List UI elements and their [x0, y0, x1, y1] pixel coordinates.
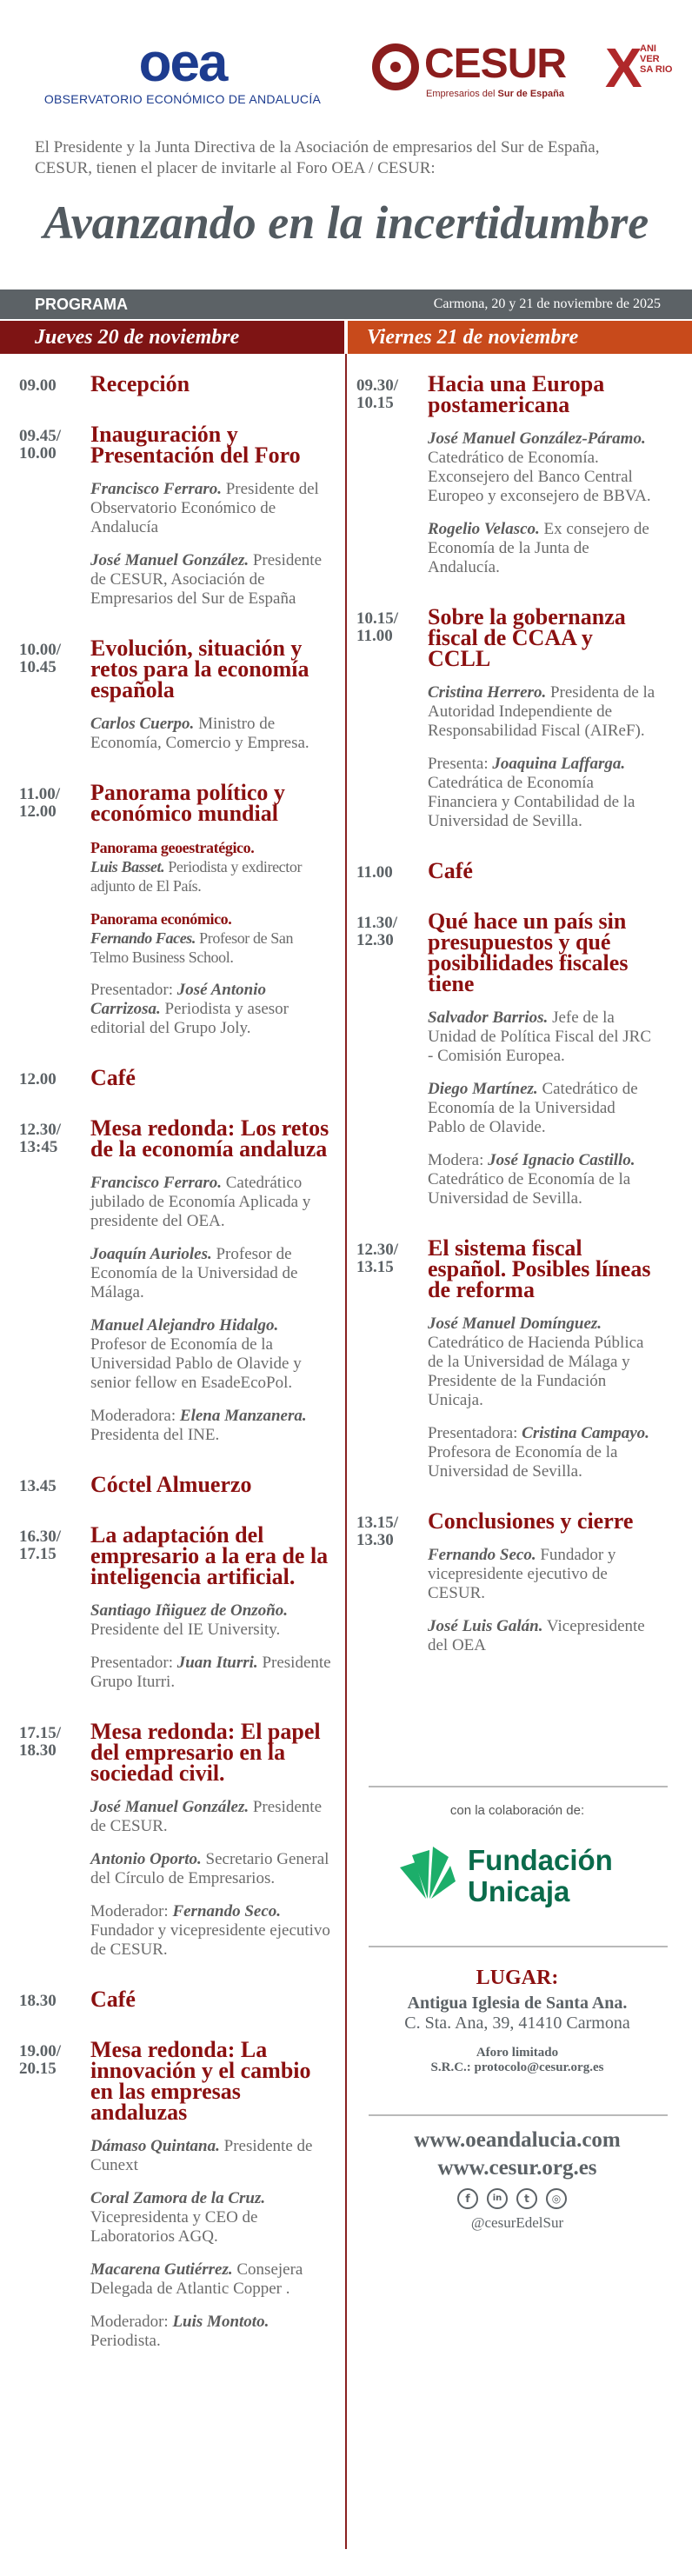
speaker-description: Fundador y vicepresidente ejecutivo de CESUR.: [90, 1921, 330, 1959]
speaker-entry: [428, 755, 656, 831]
social-handle[interactable]: @cesurEdelSur: [470, 2214, 564, 2231]
speaker-description: Presidente del Observatorio Económico de Andalucía: [90, 480, 319, 536]
speaker-description: Presidenta de la Autoridad Independiente de Responsabilidad Fiscal (AIReF).: [428, 683, 655, 740]
speaker-entry: [428, 683, 656, 741]
schedule-item: [356, 911, 656, 1208]
speaker-entry: [90, 1316, 332, 1393]
speaker-role-label: Moderador:: [90, 2313, 173, 2331]
session-title: Inauguración y Presentación del Foro: [90, 422, 301, 468]
schedule-item: [19, 1721, 332, 1960]
speaker-name: Cristina Campayo.: [522, 1424, 649, 1442]
session-body: [90, 1721, 332, 1960]
speaker-name: Luis Basset.: [90, 858, 165, 875]
speaker-name: José Manuel González.: [90, 1798, 250, 1816]
session-body: [90, 1115, 332, 1445]
speaker-description: Presidente de CESUR, Asociación de Empresarios del Sur de España: [90, 551, 323, 608]
speaker-name: Joaquina Laffarga.: [492, 755, 626, 773]
oea-logo-text: oea: [138, 33, 227, 93]
session-title: Mesa redonda: La innovación y el cambio en las empresas andaluzas: [90, 2037, 311, 2125]
speaker-entry: [90, 2137, 332, 2175]
session-title: Qué hace un país sin presupuestos y qué posibilidades fiscales tiene: [428, 909, 629, 996]
collab-label: con la colaboración de:: [449, 1803, 585, 1818]
session-time: 09.30/ 10.15: [356, 376, 399, 412]
speaker-description: Consejera Delegada de Atlantic Copper .: [90, 2260, 303, 2298]
session-time: 13.15/ 13.30: [356, 1514, 399, 1549]
session-body: [90, 1474, 332, 1495]
session-title: Evolución, situación y retos para la economía española: [90, 636, 309, 702]
speaker-entry: [90, 1654, 332, 1692]
oea-logo: [35, 33, 330, 106]
speaker-description: Secretario General del Círculo de Empresarios.: [90, 1850, 329, 1887]
session-title: El sistema fiscal español. Posibles líneas de reforma: [428, 1235, 651, 1302]
speaker-name: Cristina Herrero.: [428, 683, 547, 702]
oea-logo-subtitle: OBSERVATORIO ECONÓMICO DE ANDALUCÍA: [43, 92, 322, 106]
speaker-name: Juan Iturri.: [176, 1654, 258, 1672]
speaker-name: José Manuel Domínguez.: [428, 1315, 602, 1333]
schedule-item: [19, 638, 332, 753]
speaker-entry: [428, 1315, 656, 1410]
header: [0, 0, 692, 122]
cesur-logo: [372, 38, 598, 108]
speaker-name: José Antonio Carrizosa.: [90, 981, 266, 1018]
schedule-item: [19, 782, 332, 1038]
speaker-entry: [90, 551, 332, 609]
speaker-name: Rogelio Velasco.: [428, 520, 540, 538]
session-title: Mesa redonda: Los retos de la economía andaluza: [90, 1115, 329, 1162]
session-title: Café: [90, 1065, 136, 1090]
session-title: La adaptación del empresario a la era de la inteligencia artificial.: [90, 1522, 329, 1589]
aniversario-text: ANI VER SA RIO: [640, 43, 673, 75]
session-body: [90, 1065, 332, 1090]
speaker-description: Catedrático de Economía de la Universidad Pablo de Olavide.: [428, 1080, 638, 1136]
fundacion-name: [468, 1845, 613, 1907]
speaker-role-label: Moderador:: [90, 1902, 173, 1920]
speaker-role-label: Presenta:: [428, 755, 493, 773]
session-time: 11.00: [356, 863, 393, 882]
speaker-entry: [90, 715, 332, 753]
speaker-name: Elena Manzanera.: [179, 1407, 307, 1425]
session-body: [90, 2037, 332, 2351]
speaker-name: Fernando Seco.: [172, 1902, 282, 1920]
session-title: Panorama político y económico mundial: [90, 780, 285, 826]
speaker-entry: [428, 1080, 656, 1137]
speaker-description: Catedrático de Economía. Exconsejero del Banco Central Europeo y exconsejero de BBVA.: [428, 449, 651, 505]
website-oea-link[interactable]: www.oeandalucia.com: [414, 2128, 621, 2152]
programa-label: PROGRAMA: [35, 296, 128, 313]
session-title: Hacia una Europa postamericana: [428, 371, 605, 417]
schedule-item: [356, 1508, 656, 1655]
day2-header: [348, 321, 692, 354]
session-title: Café: [428, 858, 473, 883]
speaker-entry: [428, 1424, 656, 1481]
schedule-item: [19, 1065, 332, 1090]
session-time: 16.30/ 17.15: [19, 1528, 62, 1563]
divider-bottom: [369, 2114, 668, 2116]
session-time: 17.15/ 18.30: [19, 1724, 62, 1760]
speaker-entry: [90, 1601, 332, 1640]
session-body: [90, 638, 332, 753]
day1-label: Jueves 20 de noviembre: [35, 326, 240, 349]
schedule-item: [19, 371, 332, 396]
speaker-name: Macarena Gutiérrez.: [90, 2260, 233, 2279]
place-date: Carmona, 20 y 21 de noviembre de 2025: [433, 296, 661, 311]
schedule-item: [356, 1235, 656, 1481]
aniversario-logo: [605, 37, 683, 106]
speaker-description: Catedrático jubilado de Economía Aplicada y presidente del OEA.: [90, 1174, 311, 1230]
speaker-name: Manuel Alejandro Hidalgo.: [90, 1316, 279, 1335]
session-time: 10.00/ 10.45: [19, 641, 62, 676]
speaker-description: Profesor de San Telmo Business School.: [90, 929, 294, 966]
speaker-role-label: Presentadora:: [428, 1424, 522, 1442]
speaker-name: Carlos Cuerpo.: [90, 715, 195, 733]
venue-capacity: Aforo limitado: [476, 2046, 559, 2060]
speaker-name: Salvador Barrios.: [428, 1008, 549, 1027]
session-body: [90, 782, 332, 1038]
speaker-role-label: Moderadora:: [90, 1407, 180, 1425]
speaker-description: Catedrática de Economía Financiera y Contabilidad de la Universidad de Sevilla.: [428, 774, 635, 830]
speaker-description: Jefe de la Unidad de Política Fiscal del JRC - Comisión Europea.: [428, 1008, 652, 1065]
speaker-role-label: Presentador:: [90, 981, 177, 999]
session-title: Café: [90, 1987, 136, 2012]
schedule-item: [19, 1115, 332, 1445]
session-body: [90, 1989, 332, 2010]
speaker-entry: [90, 909, 332, 967]
speaker-entry: [90, 1407, 332, 1445]
session-time: 12.30/ 13.15: [356, 1241, 399, 1276]
venue-block: [356, 1967, 678, 2075]
venue-heading: LUGAR:: [476, 1967, 559, 1989]
speaker-description: Vicepresidenta y CEO de Laboratorios AGQ.: [90, 2208, 258, 2246]
intro-text: El Presidente y la Junta Directiva de la Asociación de empresarios del Sur de España, CESUR, tienen el placer de invitarle al Foro OEA / CESUR:: [35, 138, 600, 177]
session-body: [428, 604, 656, 831]
cesur-sub-part1: Empresarios del: [426, 89, 498, 99]
column-divider: [345, 354, 347, 2549]
day2-label: Viernes 21 de noviembre: [367, 326, 579, 349]
speaker-name: José Luis Galán.: [428, 1617, 543, 1635]
websites: [356, 2127, 678, 2182]
speaker-description: Presidente Grupo Iturri.: [90, 1654, 331, 1691]
linkedin-icon[interactable]: in: [487, 2188, 508, 2209]
schedule-item: [356, 858, 656, 883]
speaker-entry: [90, 838, 332, 895]
session-time: 09.45/ 10.00: [19, 427, 62, 463]
day2-schedule: [356, 371, 656, 1685]
fundacion-unicaja-logo: [395, 1838, 655, 1907]
session-time: 18.30: [19, 1992, 57, 2010]
cesur-logo-text: CESUR: [424, 41, 567, 87]
speaker-name: Luis Montoto.: [172, 2313, 269, 2331]
speaker-description: Presidenta del INE.: [90, 1426, 220, 1444]
session-body: [90, 424, 332, 609]
speaker-name: Fernando Faces.: [90, 929, 196, 947]
session-body: [428, 911, 656, 1208]
speaker-entry: [90, 1798, 332, 1836]
speaker-entry: [428, 1617, 656, 1655]
speaker-entry: [428, 520, 656, 577]
session-body: [428, 858, 656, 883]
divider-top: [369, 1786, 668, 1787]
website-cesur-link[interactable]: www.cesur.org.es: [437, 2156, 597, 2180]
session-body: [90, 1522, 332, 1692]
session-body: [90, 371, 332, 396]
session-time: 12.00: [19, 1070, 57, 1088]
speaker-description: Catedrático de Hacienda Pública de la Universidad de Málaga y Presidente de la Fundación Unicaja.: [428, 1334, 644, 1409]
speaker-description: Ministro de Economía, Comercio y Empresa.: [90, 715, 309, 752]
speaker-role-label: Presentador:: [90, 1654, 177, 1672]
facebook-icon[interactable]: f: [457, 2188, 478, 2209]
venue-name: Antigua Iglesia de Santa Ana.: [407, 1994, 628, 2013]
speaker-entry: [90, 480, 332, 537]
speaker-entry: [428, 1546, 656, 1603]
speaker-description: Profesor de Economía de la Universidad Pablo de Olavide y senior fellow en EsadeEcoPol.: [90, 1335, 302, 1392]
speaker-description: Periodista y exdirector adjunto de El País.: [90, 858, 303, 895]
day1-header: [0, 321, 344, 354]
schedule-item: [356, 371, 656, 577]
speaker-entry: [90, 2189, 332, 2247]
speaker-description: Periodista.: [90, 2332, 161, 2350]
schedule-item: [19, 1474, 332, 1495]
venue-address: C. Sta. Ana, 39, 41410 Carmona: [404, 2014, 630, 2033]
session-body: [428, 371, 656, 577]
schedule-item: [19, 1989, 332, 2010]
speaker-description: Periodista y asesor editorial del Grupo Joly.: [90, 1000, 289, 1037]
session-time: 12.30/ 13:45: [19, 1121, 62, 1156]
cesur-sub-part2: Sur de España: [497, 89, 564, 99]
speaker-name: Fernando Seco.: [428, 1546, 536, 1564]
speaker-description: Presidente de Cunext: [90, 2137, 313, 2174]
venue-rsvp: S.R.C.: protocolo@cesur.org.es: [430, 2060, 604, 2074]
speaker-name: Coral Zamora de la Cruz.: [90, 2189, 266, 2207]
speaker-role-label: Modera:: [428, 1151, 489, 1169]
session-title: Conclusiones y cierre: [428, 1508, 634, 1534]
speaker-name: Dámaso Quintana.: [90, 2137, 220, 2155]
speaker-entry: [428, 429, 656, 506]
speaker-name: Antonio Oporto.: [90, 1850, 202, 1868]
divider-middle: [369, 1946, 668, 1947]
panel-heading: Panorama económico.: [90, 910, 232, 928]
speaker-description: Presidente del IE University.: [90, 1621, 281, 1639]
speaker-description: Ex consejero de Economía de la Junta de Andalucía.: [428, 520, 649, 576]
panel-heading: Panorama geoestratégico.: [90, 839, 255, 856]
session-time: 19.00/ 20.15: [19, 2042, 62, 2078]
session-body: [428, 1508, 656, 1655]
fundacion-line1: Fundación: [468, 1844, 613, 1876]
speaker-entry: [90, 1850, 332, 1888]
speaker-entry: [90, 1902, 332, 1960]
speaker-entry: [90, 1245, 332, 1302]
speaker-name: Francisco Ferraro.: [90, 480, 222, 498]
session-title: Cóctel Almuerzo: [90, 1472, 252, 1497]
speaker-description: Fundador y vicepresidente ejecutivo de CESUR.: [428, 1546, 616, 1602]
speaker-description: Presidente de CESUR.: [90, 1798, 323, 1835]
speaker-description: Catedrático de Economía de la Universidad de Sevilla.: [428, 1170, 631, 1208]
speaker-description: Profesor de Economía de la Universidad de Málaga.: [90, 1245, 298, 1301]
event-title: Avanzando en la incertidumbre: [43, 196, 649, 249]
cesur-ring-icon: [372, 43, 419, 90]
fundacion-line2: Unicaja: [468, 1875, 570, 1907]
aniversario-x-mark: X: [605, 37, 642, 99]
speaker-entry: [90, 981, 332, 1038]
session-time: 11.00/ 12.00: [19, 785, 60, 821]
schedule-item: [19, 2037, 332, 2351]
session-body: [428, 1235, 656, 1481]
instagram-icon[interactable]: ◎: [546, 2188, 567, 2209]
schedule-item: [19, 1522, 332, 1692]
speaker-name: Joaquín Aurioles.: [90, 1245, 212, 1263]
speaker-name: Santiago Iñiguez de Onzoño.: [90, 1601, 289, 1620]
social-icons: [452, 2188, 582, 2213]
speaker-name: José Manuel González-Páramo.: [428, 429, 646, 448]
speaker-entry: [90, 1174, 332, 1231]
unicaja-leaf-icon: [395, 1841, 457, 1904]
speaker-name: Diego Martínez.: [428, 1080, 538, 1098]
session-time: 09.00: [19, 376, 57, 395]
speaker-description: Vicepresidente del OEA: [428, 1617, 645, 1654]
speaker-entry: [90, 2313, 332, 2351]
speaker-name: José Manuel González.: [90, 551, 250, 569]
session-time: 11.30/ 12.30: [356, 914, 397, 949]
session-title: Sobre la gobernanza fiscal de CCAA y CCLL: [428, 604, 626, 671]
speaker-name: José Ignacio Castillo.: [488, 1151, 635, 1169]
speaker-entry: [90, 2260, 332, 2299]
cesur-logo-subtitle: [426, 89, 564, 99]
schedule-item: [19, 424, 332, 609]
speaker-description: Profesora de Economía de la Universidad de Sevilla.: [428, 1443, 618, 1481]
speaker-name: Francisco Ferraro.: [90, 1174, 222, 1192]
session-title: Mesa redonda: El papel del empresario en la sociedad civil.: [90, 1719, 321, 1786]
twitter-icon[interactable]: t: [516, 2188, 537, 2209]
day1-schedule: [19, 371, 332, 2380]
speaker-entry: [428, 1008, 656, 1066]
session-time: 13.45: [19, 1477, 57, 1495]
speaker-entry: [428, 1151, 656, 1208]
schedule-item: [356, 604, 656, 831]
session-title: Recepción: [90, 371, 190, 396]
session-time: 10.15/ 11.00: [356, 609, 399, 645]
programa-bar: [0, 290, 692, 319]
